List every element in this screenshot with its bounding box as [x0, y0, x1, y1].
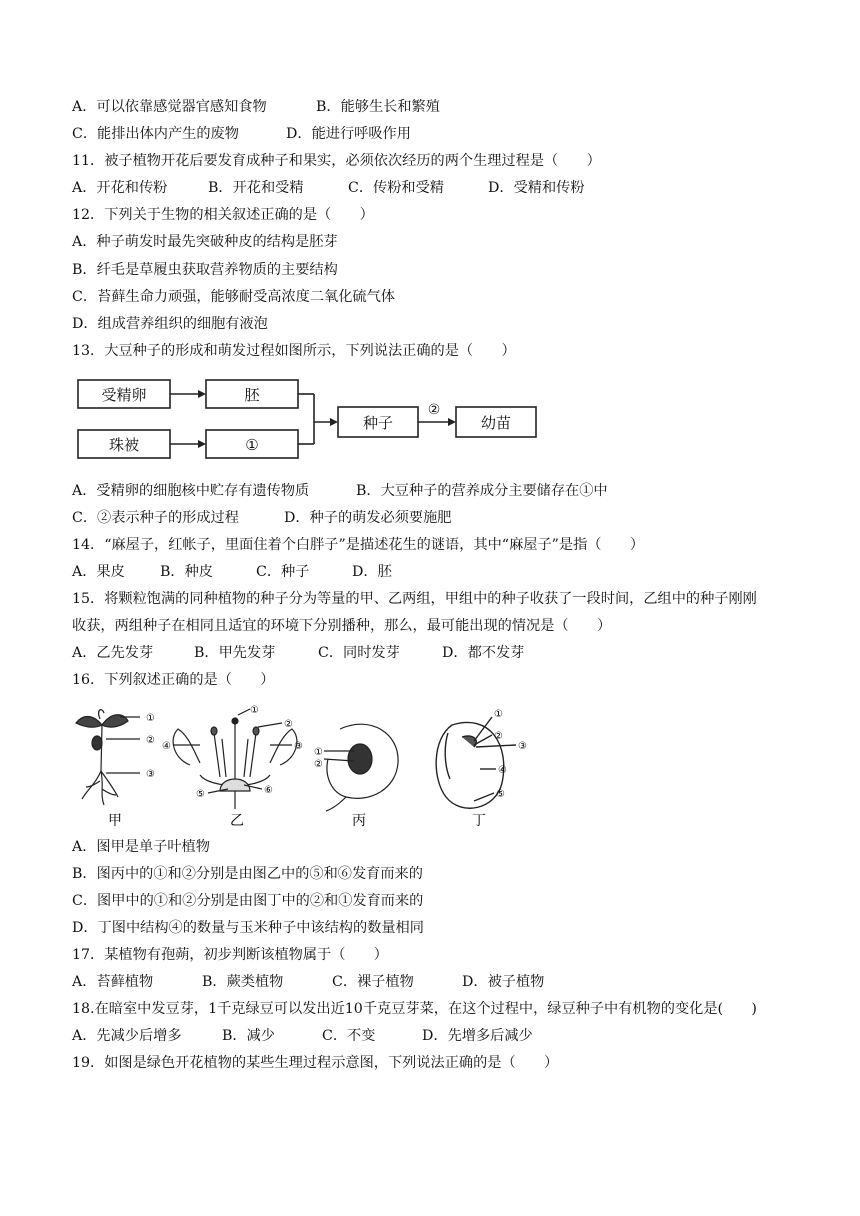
q13-flow-diagram	[72, 370, 542, 466]
figure-seedling	[76, 710, 140, 805]
q11-option-d: D．受精和传粉	[488, 180, 585, 196]
q10-options-row1	[72, 97, 440, 117]
flow-text-zygote: 受精卵	[101, 386, 147, 404]
fig-yi-n2: ②	[284, 719, 293, 730]
q18-stem: 18.在暗室中发豆芽，1千克绿豆可以发出近10千克豆芽菜，在这个过程中，绿豆种子中有机物的变化是( )	[72, 1001, 757, 1017]
fig-ding-n5: ⑤	[496, 789, 505, 800]
q13-option-a: A．受精卵的细胞核中贮存有遗传物质	[72, 483, 310, 499]
q16-option-b: B．图丙中的①和②分别是由图乙中的⑤和⑥发育而来的	[72, 866, 423, 882]
q17-stem: 17．某植物有孢蒴，初步判断该植物属于（ ）	[72, 947, 388, 963]
fig-yi-n5: ⑤	[196, 789, 205, 800]
q11-options	[72, 178, 585, 198]
fig-label-yi: 乙	[230, 813, 244, 829]
flow-text-seed: 种子	[362, 414, 394, 432]
fig-yi-n4: ④	[162, 741, 171, 752]
q10-option-b: B．能够生长和繁殖	[316, 99, 440, 115]
q11-option-b: B．开花和受精	[208, 180, 304, 196]
fig-bing-n2: ②	[314, 759, 323, 770]
q18-option-c: C．不变	[322, 1028, 376, 1044]
q14-stem: 14．“麻屋子，红帐子，里面住着个白胖子”是描述花生的谜语，其中“麻屋子”是指（ ）	[72, 537, 645, 553]
flow-arrow-label: ②	[427, 402, 441, 418]
fig-yi-n6: ⑥	[264, 785, 273, 796]
q14-option-a: A．果皮	[72, 564, 125, 580]
q18-option-d: D．先增多后减少	[422, 1028, 533, 1044]
fig-jia-n3: ③	[146, 769, 155, 780]
fig-jia-n2: ②	[146, 735, 155, 746]
q10-option-a: A．可以依靠感觉器官感知食物	[72, 99, 267, 115]
q15-option-c: C．同时发芽	[318, 645, 400, 661]
q14-option-c: C．种子	[256, 564, 310, 580]
q10-option-c: C．能排出体内产生的废物	[72, 126, 239, 142]
q15-stem-line2: 收获，两组种子在相同且适宜的环境下分别播种，那么，最可能出现的情况是（ ）	[72, 618, 612, 634]
q18-option-a: A．先减少后增多	[72, 1028, 182, 1044]
q16-option-a: A．图甲是单子叶植物	[72, 839, 210, 855]
q11-option-c: C．传粉和受精	[348, 180, 444, 196]
figure-flower	[173, 709, 297, 809]
fig-ding-n2: ②	[494, 731, 503, 742]
q13-options-row1	[72, 481, 608, 501]
flow-text-1: ①	[245, 436, 259, 454]
q15-option-d: D．都不发芽	[442, 645, 525, 661]
fig-ding-n1: ①	[494, 709, 503, 720]
fig-yi-n3: ③	[294, 741, 303, 752]
q17-options	[72, 972, 544, 992]
q13-stem: 13．大豆种子的形成和萌发过程如图所示，下列说法正确的是（ ）	[72, 343, 516, 359]
q18-options	[72, 1026, 533, 1046]
q17-option-d: D．被子植物	[462, 974, 545, 990]
q12-option-d: D．组成营养组织的细胞有液泡	[72, 316, 268, 332]
q10-options-row2	[72, 124, 411, 144]
q19-stem: 19．如图是绿色开花植物的某些生理过程示意图，下列说法正确的是（ ）	[72, 1055, 559, 1071]
fig-ding-n3: ③	[518, 741, 527, 752]
q15-option-a: A．乙先发芽	[72, 645, 154, 661]
fig-label-jia: 甲	[108, 813, 122, 829]
fig-ding-n4: ④	[498, 765, 507, 776]
q16-option-d: D．丁图中结构④的数量与玉米种子中该结构的数量相同	[72, 920, 424, 936]
fig-label-bing: 丙	[352, 813, 366, 829]
q13-options-row2	[72, 508, 451, 528]
q18-option-b: B．减少	[222, 1028, 275, 1044]
figure-fruit	[324, 724, 398, 811]
fig-bing-n1: ①	[314, 747, 323, 758]
flow-text-seedling: 幼苗	[480, 414, 512, 432]
q12-stem: 12．下列关于生物的相关叙述正确的是（ ）	[72, 207, 374, 223]
q17-option-a: A．苔藓植物	[72, 974, 154, 990]
q13-option-b: B．大豆种子的营养成分主要储存在①中	[356, 483, 608, 499]
q12-option-a: A．种子萌发时最先突破种皮的结构是胚芽	[72, 234, 338, 250]
q16-option-c: C．图甲中的①和②分别是由图丁中的②和①发育而来的	[72, 893, 424, 909]
q17-option-c: C．裸子植物	[332, 974, 414, 990]
q16-figure	[70, 705, 540, 830]
q11-option-a: A．开花和传粉	[72, 180, 168, 196]
q12-option-b: B．纤毛是草履虫获取营养物质的主要结构	[72, 262, 338, 278]
q15-options	[72, 643, 524, 663]
q17-option-b: B．蕨类植物	[202, 974, 284, 990]
q10-option-d: D．能进行呼吸作用	[286, 126, 411, 142]
fig-yi-n1: ①	[250, 705, 259, 716]
flow-text-embryo: 胚	[244, 386, 260, 404]
fig-label-ding: 丁	[472, 813, 486, 829]
fig-jia-n1: ①	[146, 713, 155, 724]
q14-option-b: B．种皮	[160, 564, 213, 580]
q15-option-b: B．甲先发芽	[194, 645, 276, 661]
q11-stem: 11．被子植物开花后要发育成种子和果实，必须依次经历的两个生理过程是（ ）	[72, 153, 601, 169]
q13-option-c: C．②表示种子的形成过程	[72, 510, 239, 526]
q13-option-d: D．种子的萌发必须要施肥	[284, 510, 452, 526]
q12-option-c: C．苔藓生命力顽强，能够耐受高浓度二氧化硫气体	[72, 289, 395, 305]
q16-stem: 16．下列叙述正确的是（ ）	[72, 672, 275, 688]
flow-text-integument: 珠被	[108, 436, 140, 454]
q14-option-d: D．胚	[352, 564, 392, 580]
q14-options	[72, 562, 392, 582]
q15-stem-line1: 15．将颗粒饱满的同种植物的种子分为等量的甲、乙两组，甲组中的种子收获了一段时间，乙组中的种子刚刚	[72, 591, 757, 607]
